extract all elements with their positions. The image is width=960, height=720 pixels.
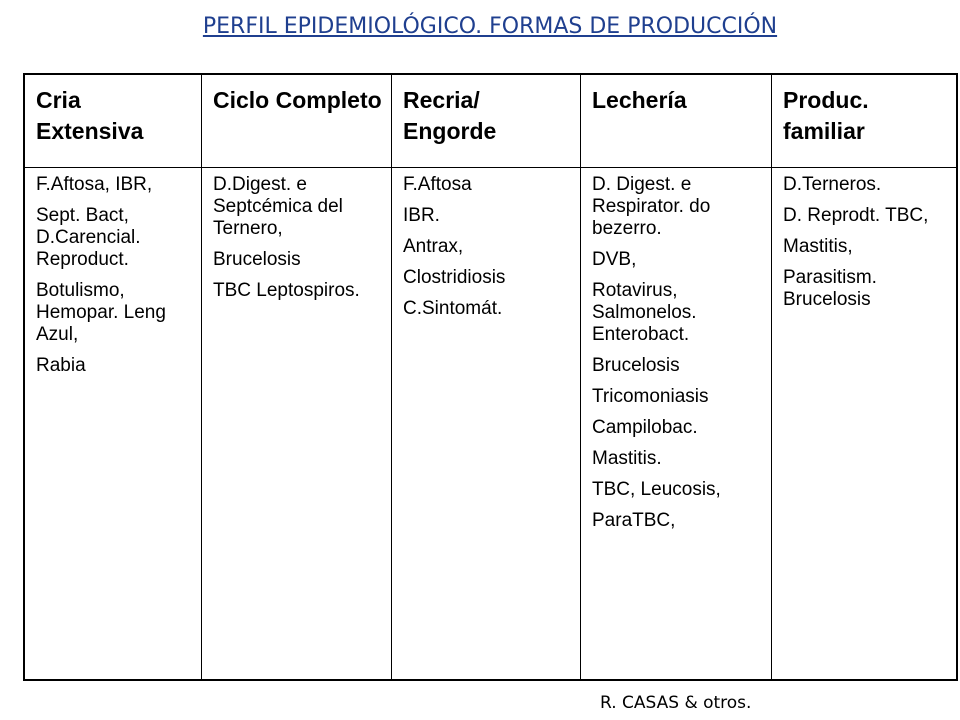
column-ciclo-completo: [202, 168, 392, 679]
list-item: Rotavirus, Salmonelos. Enterobact.: [592, 280, 697, 345]
production-forms-table: [23, 73, 958, 681]
list-item: Brucelosis: [213, 249, 301, 270]
list-item: D.Terneros.: [783, 174, 882, 195]
source-credit: R. CASAS & otros.: [600, 693, 752, 713]
list-item: Brucelosis: [592, 355, 680, 376]
column-cria-extensiva: [25, 168, 202, 679]
list-item: ParaTBC,: [592, 510, 676, 531]
list-item: Rabia: [36, 355, 86, 376]
column-produc-familiar: [772, 168, 956, 679]
list-item: C.Sintomát.: [403, 298, 503, 319]
list-item: Tricomoniasis: [592, 386, 709, 407]
list-item: Mastitis,: [783, 236, 853, 257]
list-item: TBC, Leucosis,: [592, 479, 721, 500]
list-item: Parasitism. Brucelosis: [783, 267, 877, 310]
list-item: DVB,: [592, 249, 637, 270]
list-item: D.Digest. e Septcémica del Ternero,: [213, 174, 343, 239]
list-item: TBC Leptospiros.: [213, 280, 360, 301]
page-title: PERFIL EPIDEMIOLÓGICO. FORMAS DE PRODUCCIÓN: [202, 14, 778, 39]
list-item: F.Aftosa, IBR,: [36, 174, 153, 195]
list-item: D. Digest. e Respirator. do bezerro.: [592, 174, 711, 239]
list-item: Campilobac.: [592, 417, 698, 438]
list-item: Clostridiosis: [403, 267, 506, 288]
list-item: Botulismo, Hemopar. Leng Azul,: [36, 280, 166, 345]
column-lecheria: [581, 168, 772, 679]
list-item: D. Reprodt. TBC,: [783, 205, 929, 226]
header-ciclo-completo: Ciclo Completo: [202, 75, 392, 168]
list-item: Mastitis.: [592, 448, 662, 469]
list-item: Sept. Bact, D.Carencial. Reproduct.: [36, 205, 141, 270]
list-item: IBR.: [403, 205, 440, 226]
list-item: Antrax,: [403, 236, 464, 257]
column-recria-engorde: [392, 168, 581, 679]
header-recria-engorde: Recria/ Engorde: [392, 75, 581, 168]
header-produc-familiar: Produc. familiar: [772, 75, 956, 168]
list-item: F.Aftosa: [403, 174, 472, 195]
header-cria-extensiva: Cria Extensiva: [25, 75, 202, 168]
header-lecheria: Lechería: [581, 75, 772, 168]
